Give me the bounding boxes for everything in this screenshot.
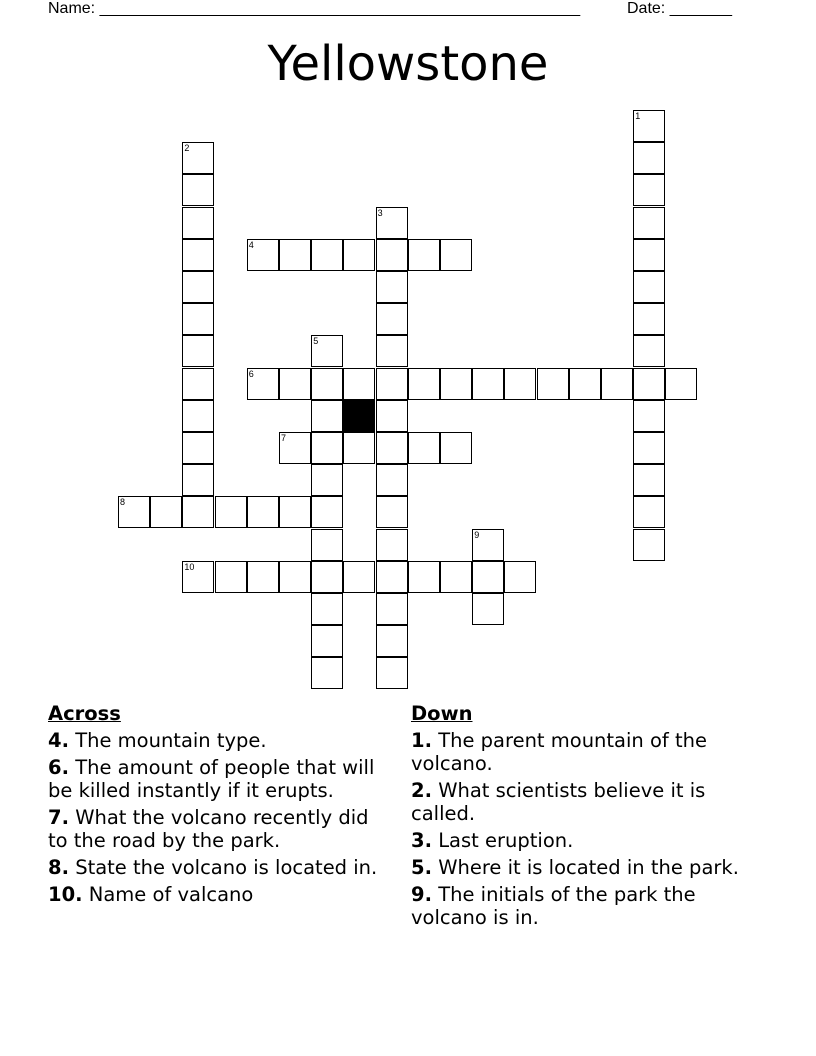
clue-text: What the volcano recently did to the road by the park. [48,806,369,852]
crossword-cell[interactable] [182,432,214,464]
crossword-cell[interactable] [311,432,343,464]
crossword-cell[interactable] [247,496,279,528]
crossword-cell[interactable] [376,303,408,335]
down-clue [411,729,751,775]
down-clue [411,856,751,879]
clue-number-label: 8 [120,497,126,508]
crossword-cell[interactable] [633,368,665,400]
crossword-cell[interactable] [311,625,343,657]
clue-number-label: 5 [313,336,319,347]
clue-number-label: 2 [184,143,190,154]
crossword-cell[interactable] [440,239,472,271]
crossword-cell[interactable] [633,303,665,335]
crossword-cell[interactable] [633,529,665,561]
clue-number: 8. [48,856,69,879]
clue-number: 4. [48,729,69,752]
crossword-cell[interactable] [215,496,247,528]
clue-number: 1. [411,729,432,752]
crossword-cell[interactable] [247,368,279,400]
crossword-cell[interactable] [376,432,408,464]
crossword-cell[interactable] [633,464,665,496]
crossword-cell[interactable] [215,561,247,593]
crossword-cell[interactable] [665,368,697,400]
crossword-cell[interactable] [633,496,665,528]
clue-number: 3. [411,829,432,852]
crossword-cell[interactable] [472,593,504,625]
black-cell [343,400,375,432]
crossword-cell[interactable] [472,368,504,400]
crossword-cell[interactable] [279,496,311,528]
across-clues [48,702,388,910]
crossword-cell[interactable] [376,561,408,593]
crossword-cell[interactable] [440,561,472,593]
clue-number: 5. [411,856,432,879]
date-field: Date: _______ [627,0,732,17]
crossword-cell[interactable] [633,400,665,432]
crossword-cell[interactable] [311,239,343,271]
crossword-cell[interactable] [633,110,665,142]
clue-number-label: 3 [377,207,383,218]
clue-text: What scientists believe it is called. [411,779,706,825]
crossword-cell[interactable] [376,529,408,561]
page-title: Yellowstone [267,36,549,92]
crossword-cell[interactable] [601,368,633,400]
crossword-cell[interactable] [633,207,665,239]
crossword-cell[interactable] [118,496,150,528]
crossword-cell[interactable] [343,368,375,400]
crossword-cell[interactable] [376,271,408,303]
clue-number: 7. [48,806,69,829]
crossword-cell[interactable] [376,239,408,271]
crossword-cell[interactable] [311,496,343,528]
crossword-cell[interactable] [182,400,214,432]
down-clue [411,883,751,929]
crossword-cell[interactable] [376,496,408,528]
crossword-cell[interactable] [182,496,214,528]
across-clue [48,756,388,802]
crossword-cell[interactable] [376,400,408,432]
name-field: Name: ______________________________________________________ [48,0,581,17]
crossword-cell[interactable] [182,207,214,239]
crossword-cell[interactable] [504,561,536,593]
clue-number: 6. [48,756,69,779]
crossword-cell[interactable] [182,239,214,271]
clue-text: Where it is located in the park. [438,856,739,879]
across-clue [48,883,388,906]
crossword-cell[interactable] [311,561,343,593]
crossword-cell[interactable] [247,561,279,593]
crossword-cell[interactable] [633,432,665,464]
clue-text: The initials of the park the volcano is in. [411,883,696,929]
clue-number: 10. [48,883,83,906]
crossword-cell[interactable] [279,561,311,593]
crossword-cell[interactable] [376,368,408,400]
down-heading: Down [411,702,473,725]
crossword-cell[interactable] [537,368,569,400]
crossword-cell[interactable] [182,561,214,593]
crossword-cell[interactable] [376,657,408,689]
crossword-cell[interactable] [376,593,408,625]
clue-number-label: 1 [635,111,641,121]
across-clue [48,729,388,752]
crossword-cell[interactable] [376,207,408,239]
down-clues [411,702,751,933]
clue-text: The amount of people that will be killed instantly if it erupts. [48,756,375,802]
crossword-cell[interactable] [633,271,665,303]
crossword-cell[interactable] [182,335,214,367]
crossword-cell[interactable] [311,368,343,400]
down-clue [411,829,751,852]
clue-text: Last eruption. [438,829,574,852]
crossword-cell[interactable] [182,368,214,400]
crossword-cell[interactable] [569,368,601,400]
down-clue [411,779,751,825]
crossword-cell[interactable] [182,303,214,335]
crossword-cell[interactable] [279,432,311,464]
crossword-cell[interactable] [472,529,504,561]
crossword-cell[interactable] [150,496,182,528]
crossword-cell[interactable] [311,335,343,367]
clue-text: The mountain type. [75,729,267,752]
crossword-cell[interactable] [343,239,375,271]
crossword-cell[interactable] [440,368,472,400]
crossword-cell[interactable] [376,464,408,496]
crossword-cell[interactable] [408,239,440,271]
crossword-cell[interactable] [311,400,343,432]
crossword-cell[interactable] [408,368,440,400]
clue-number-label: 4 [248,239,254,250]
crossword-cell[interactable] [182,174,214,206]
crossword-cell[interactable] [633,142,665,174]
crossword-cell[interactable] [440,432,472,464]
crossword-cell[interactable] [633,335,665,367]
clue-number: 9. [411,883,432,906]
crossword-cell[interactable] [247,239,279,271]
clue-number: 2. [411,779,432,802]
crossword-cell[interactable] [408,561,440,593]
clue-text: State the volcano is located in. [75,856,378,879]
crossword-cell[interactable] [182,142,214,174]
crossword-cell[interactable] [311,529,343,561]
crossword-cell[interactable] [633,174,665,206]
clue-number-label: 6 [248,368,254,379]
crossword-cell[interactable] [311,464,343,496]
crossword-cell[interactable] [311,593,343,625]
crossword-cell[interactable] [343,432,375,464]
clue-text: Name of valcano [88,883,254,906]
clue-number-label: 9 [474,529,480,540]
crossword-cell[interactable] [633,239,665,271]
crossword-cell[interactable] [408,432,440,464]
crossword-cell[interactable] [472,561,504,593]
crossword-cell[interactable] [279,368,311,400]
crossword-cell[interactable] [504,368,536,400]
crossword-cell[interactable] [376,335,408,367]
crossword-cell[interactable] [182,271,214,303]
across-heading: Across [48,702,121,725]
crossword-cell[interactable] [376,625,408,657]
crossword-cell[interactable] [311,657,343,689]
clue-number-label: 10 [184,561,195,572]
clue-text: The parent mountain of the volcano. [411,729,707,775]
crossword-cell[interactable] [343,561,375,593]
across-clue [48,806,388,852]
crossword-cell[interactable] [279,239,311,271]
across-clue [48,856,388,879]
crossword-cell[interactable] [182,464,214,496]
clue-number-label: 7 [281,433,287,443]
